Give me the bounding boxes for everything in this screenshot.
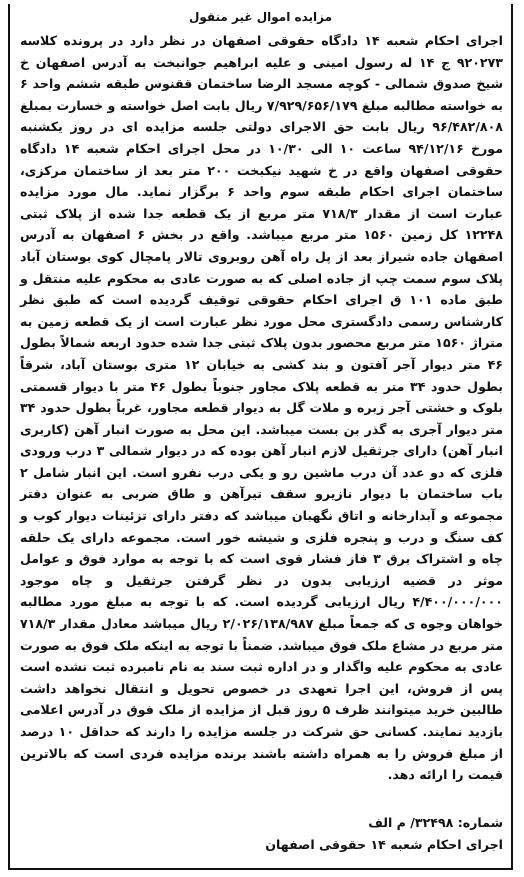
reference-number: شماره: ۳۲۴۹۸/ م الف	[368, 815, 503, 830]
issuer-signature: اجرای احکام شعبه ۱۴ حقوقی اصفهان	[265, 836, 503, 852]
notice-frame	[8, 4, 513, 870]
notice-title: مزایده اموال غیر منقول	[188, 10, 333, 24]
notice-body-text: اجرای احکام شعبه ۱۴ دادگاه حقوقی اصفهان در نظر دارد در پرونده کلاسه ۹۲۰۲۷۳ ج ۱۴ له رسول امینی و علیه ابراهیم جوانبخت به آدرس اصفهان خ شیخ صدوق شمالی - کوچه مسجد الرضا ساختمان ققنوس طبقه ششم واحد ۶ به خواسته مطالبه مبلغ ۷/۹۲۹/۶۵۶/۱۷۹ ریال بابت اصل خواسته و خسارت بمبلغ ۹۶/۴۸۲/۸۰۸ ریال بابت حق الاجرای دولتی جلسه مزایده ای در روز یکشنبه مورخ ۹۴/۱۲/۱۶ ساعت ۱۰ الی ۱۰/۳۰ در محل اجرای احکام شعبه ۱۴ دادگاه حقوقی اصفهان واقع در خ شهید نیکبخت ۲۰۰ متر بعد از ساختمان مرکزی، ساختمان اجرای احکام طبقه سوم واحد ۶ برگزار نماید. مال مورد مزایده عبارت است از مقدار ۷۱۸/۳ متر مربع از یک قطعه جدا شده از پلاک ثبتی ۱۲۲۴۸ کل زمین ۱۵۶۰ متر مربع میباشد. واقع در بخش ۶ اصفهان به آدرس اصفهان جاده شیراز بعد از پل راه آهن روبروی تالار پامچال کوی بوستان آباد پلاک سوم سمت چپ از جاده اصلی که به صورت عادی به محکوم علیه منتقل و طبق ماده ۱۰۱ ق اجرای احکام حقوقی توقیف گردیده است که طبق نظر کارشناس رسمی دادگستری محل مورد نظر عبارت است از یک قطعه زمین به متراژ ۱۵۶۰ متر مربع محصور بدون پلاک ثبتی جدا شده حدود اربعه شمالاً بطول ۴۶ متر دیوار آجر آفتون و بند کشی به خیابان ۱۲ متری بوستان آباد، شرقاً بطول حدود ۳۴ متر به قطعه پلاک مجاور جنوباً بطول ۴۶ متر با دیوار قسمتی بلوک و خشتی آجر زبره و ملات گل به دیوار قطعه مجاور، غرباً بطول حدود ۳۴ متر دیوار آجری به گذر بن بست میباشد. این محل به صورت انبار آهن (کاربری انبار آهن) دارای جرثقیل لازم انبار آهن بوده که در دیوار شمالی ۳ درب ورودی فلزی که دو عدد آن درب ماشین رو و یکی درب نفرو است. این انبار شامل ۲ باب ساختمان با دیوار نازیرو سقف تیرآهن و طاق ضربی به عنوان دفتر مجموعه و آبدارخانه و اتاق نگهبان میباشد که دفتر دارای تزئینات دیوار کوب و کف سنگ و درب و پنجره فلزی و شیشه خور است. مجموعه دارای یک حلقه چاه و اشتراک برق ۳ فاز فشار قوی است که با توجه به موارد فوق و عوامل موثر در قضیه ارزیابی بدون در نظر گرفتن جرثقیل و چاه موجود ۴/۴۰۰/۰۰۰/۰۰۰ ریال ارزیابی گردیده است. که با توجه به مبلغ مورد مطالبه خواهان وجوه ی که جمعاً مبلغ ۲/۰۲۶/۱۳۸/۹۸۷ ریال میباشد معادل مقدار ۷۱۸/۳ متر مربع در مشاع ملک فوق میباشد. ضمناً با توجه به اینکه ملک فوق به صورت عادی به محکوم علیه واگذار و در اداره ثبت سند به نام نامبرده ثبت نشده است پس از فروش، این اجرا تعهدی در خصوص تحویل و انتقال نخواهد داشت طالبین خرید میتوانند ظرف ۵ روز قبل از مزایده از ملک فوق در آدرس اعلامی بازدید نمایند. کسانی حق شرکت در جلسه مزایده را دارند که حداقل ۱۰ درصد از مبلغ فروش را به همراه داشته باشند برنده مزایده فردی است که بالاترین قیمت را ارائه دهد.	[20, 33, 504, 783]
notice-body	[20, 30, 503, 786]
notice-footer	[20, 812, 503, 855]
